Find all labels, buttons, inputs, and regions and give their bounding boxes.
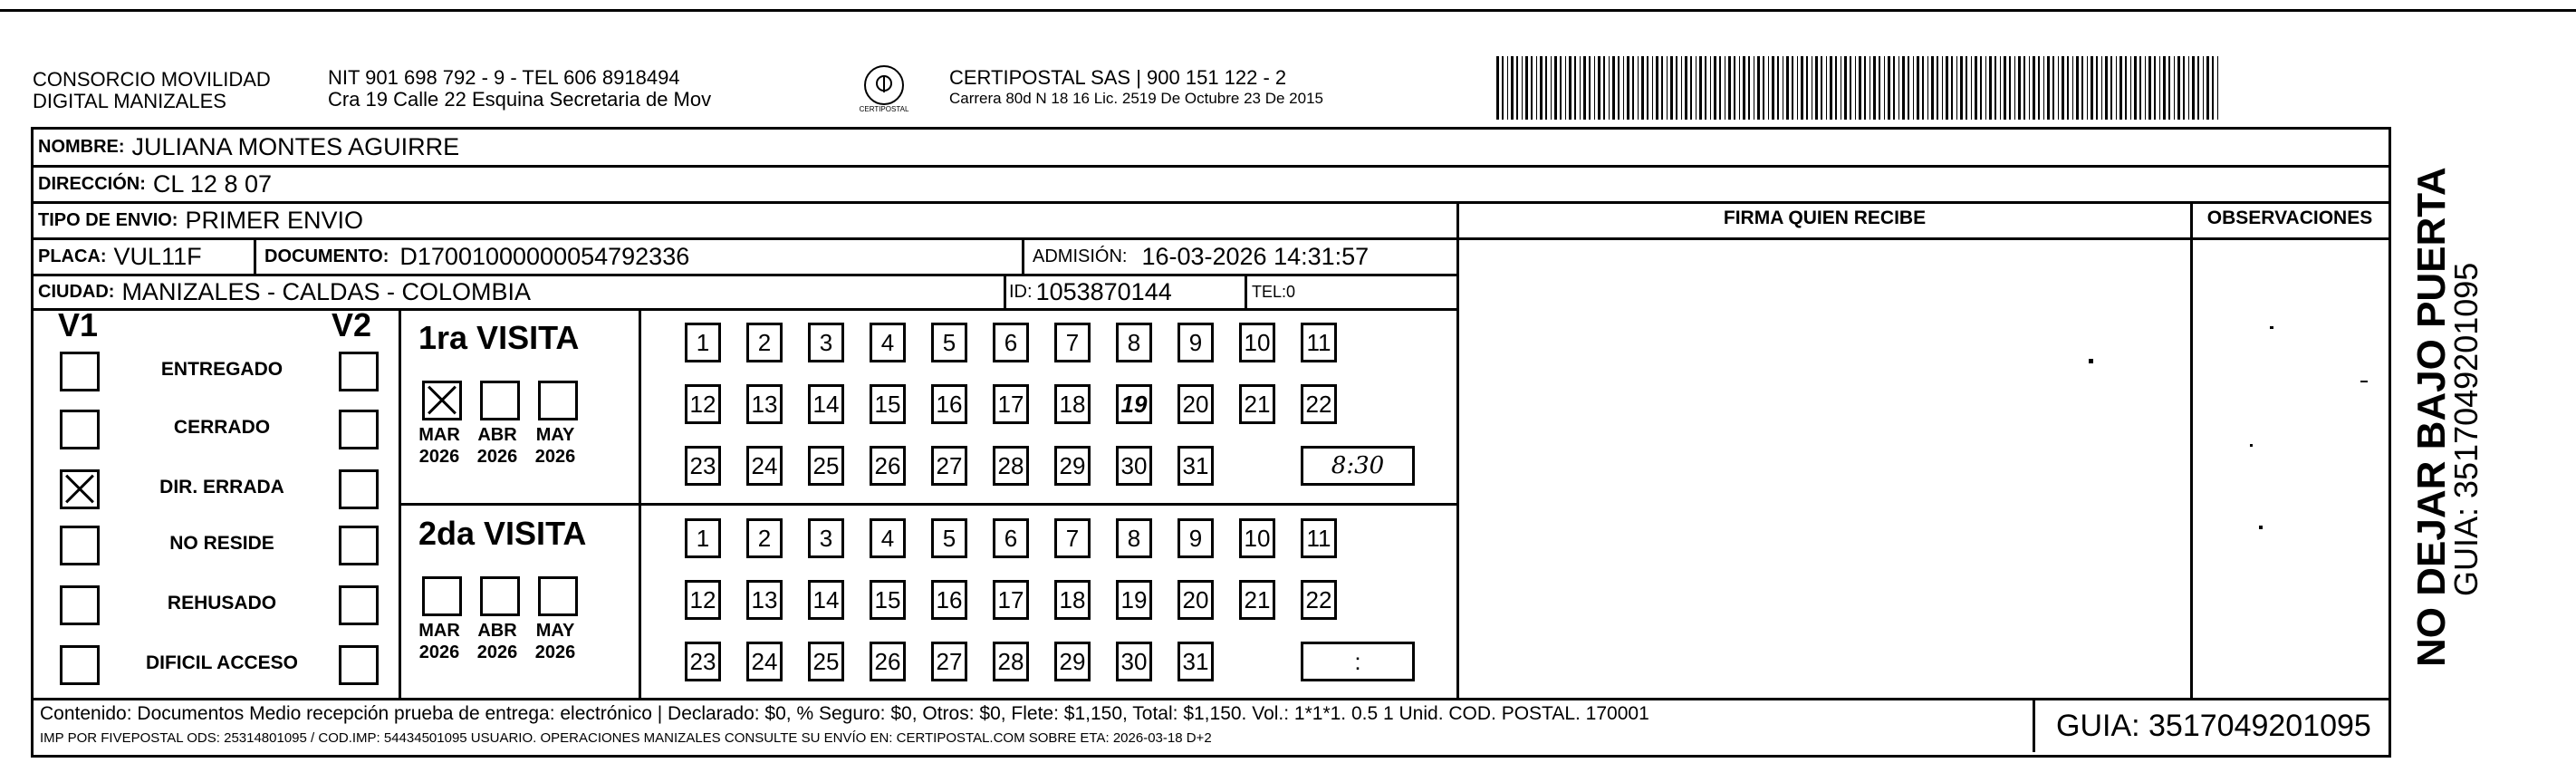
day-box[interactable]: 17 <box>993 384 1029 424</box>
day-box[interactable]: 31 <box>1177 446 1214 486</box>
day-box[interactable]: 12 <box>685 580 721 620</box>
day-box[interactable]: 1 <box>685 323 721 362</box>
rule-id-tel <box>1245 274 1247 308</box>
placa-value: VUL11F <box>113 242 202 270</box>
status-v2-checkbox[interactable] <box>339 352 379 391</box>
month-name: MAR <box>418 425 460 445</box>
day-box[interactable]: 2 <box>746 518 783 558</box>
courier-name: CERTIPOSTAL SAS | 900 151 122 - 2 <box>949 66 1287 89</box>
admision-label: ADMISIÓN: <box>1033 246 1128 266</box>
month-year: 2026 <box>534 447 576 467</box>
status-label: ENTREGADO <box>160 359 284 380</box>
day-box[interactable]: 16 <box>931 384 967 424</box>
day-box[interactable]: 16 <box>931 580 967 620</box>
rule-obs-left <box>2190 201 2193 698</box>
company-name <box>33 69 271 112</box>
month-checkbox[interactable] <box>422 381 462 420</box>
day-box[interactable]: 18 <box>1054 580 1091 620</box>
status-v1-checkbox[interactable] <box>60 352 100 391</box>
footer-imp-line: IMP POR FIVEPOSTAL ODS: 25314801095 / COD.IMP: 54434501095 USUARIO. OPERACIONES MANIZALES CONSULTE SU ENVÍO EN: CERTIPOSTAL.COM SOBRE ETA: 2026-03-18 D+2 <box>40 730 1212 746</box>
obs-mark-4 <box>2259 526 2263 529</box>
address-line: Cra 19 Calle 22 Esquina Secretaria de Mov <box>328 88 712 111</box>
visit-title: 1ra VISITA <box>418 319 580 356</box>
month-name: ABR <box>477 621 517 641</box>
month-year: 2026 <box>418 642 460 662</box>
day-box[interactable]: 5 <box>931 518 967 558</box>
day-box[interactable]: 7 <box>1054 518 1091 558</box>
v2-header: V2 <box>332 306 372 343</box>
month-checkbox[interactable] <box>538 381 578 420</box>
documento-label: DOCUMENTO: <box>264 246 389 266</box>
day-box[interactable]: 9 <box>1177 323 1214 362</box>
month-label <box>417 620 462 663</box>
day-box[interactable]: 6 <box>993 518 1029 558</box>
month-name: MAY <box>535 425 575 445</box>
month-name: MAY <box>535 621 575 641</box>
day-box[interactable]: 20 <box>1177 384 1214 424</box>
day-box[interactable]: 1 <box>685 518 721 558</box>
day-box[interactable]: 29 <box>1054 642 1091 681</box>
status-v2-checkbox[interactable] <box>339 469 379 509</box>
month-checkbox[interactable] <box>538 576 578 616</box>
tipo-value: PRIMER ENVIO <box>185 206 363 234</box>
day-box[interactable]: 17 <box>993 580 1029 620</box>
day-box[interactable]: 11 <box>1301 323 1337 362</box>
tel-label: TEL: <box>1252 282 1287 301</box>
day-box[interactable]: 11 <box>1301 518 1337 558</box>
day-box[interactable]: 13 <box>746 384 783 424</box>
id-cell <box>1009 275 1172 309</box>
day-box[interactable]: 27 <box>931 642 967 681</box>
certipostal-logo <box>859 65 909 113</box>
rule-month-right <box>639 308 641 698</box>
month-label <box>533 424 578 468</box>
day-box[interactable]: 15 <box>870 580 906 620</box>
barcode <box>1496 56 2219 120</box>
day-box[interactable]: 26 <box>870 446 906 486</box>
month-name: MAR <box>418 621 460 641</box>
ciudad-cell <box>38 275 531 309</box>
documento-value: D17001000000054792336 <box>399 242 690 270</box>
direccion-label: DIRECCIÓN: <box>38 173 146 194</box>
status-v1-checkbox[interactable] <box>60 645 100 685</box>
visit-title: 2da VISITA <box>418 515 587 552</box>
day-box[interactable]: 22 <box>1301 384 1337 424</box>
observaciones-header: OBSERVACIONES <box>2206 208 2373 228</box>
top-cut-line <box>0 0 2576 12</box>
obs-mark-1 <box>2270 326 2273 329</box>
day-box[interactable]: 10 <box>1239 518 1275 558</box>
rule-nombre <box>31 165 2389 168</box>
rule-visit-split <box>399 503 1456 506</box>
time-box[interactable]: : <box>1301 642 1415 681</box>
day-box[interactable]: 24 <box>746 642 783 681</box>
day-box[interactable]: 24 <box>746 446 783 486</box>
ciudad-label: CIUDAD: <box>38 281 115 302</box>
day-box[interactable]: 27 <box>931 446 967 486</box>
day-box[interactable]: 4 <box>870 518 906 558</box>
nombre-value: JULIANA MONTES AGUIRRE <box>131 132 460 160</box>
month-year: 2026 <box>534 642 576 662</box>
footer-guia: GUIA: 3517049201095 <box>2056 709 2371 743</box>
day-box[interactable]: 25 <box>808 642 844 681</box>
logo-icon <box>864 65 904 105</box>
day-box[interactable]: 26 <box>870 642 906 681</box>
day-box[interactable]: 19 <box>1116 384 1152 424</box>
courier-license: Carrera 80d N 18 16 Lic. 2519 De Octubre 23 De 2015 <box>949 90 1323 107</box>
nombre-label: NOMBRE: <box>38 136 125 157</box>
company-contact <box>328 67 711 111</box>
day-box[interactable]: 28 <box>993 446 1029 486</box>
day-box[interactable]: 6 <box>993 323 1029 362</box>
day-box[interactable]: 29 <box>1054 446 1091 486</box>
tel-value: 0 <box>1286 282 1296 301</box>
status-label: NO RESIDE <box>169 533 274 554</box>
placa-label: PLACA: <box>38 246 107 266</box>
day-box[interactable]: 31 <box>1177 642 1214 681</box>
day-box[interactable]: 19 <box>1116 580 1152 620</box>
day-box[interactable]: 12 <box>685 384 721 424</box>
day-box[interactable]: 5 <box>931 323 967 362</box>
id-value: 1053870144 <box>1035 277 1172 305</box>
status-v2-checkbox[interactable] <box>339 585 379 625</box>
side-guia: GUIA: 3517049201095 <box>2447 262 2485 596</box>
firma-header: FIRMA QUIEN RECIBE <box>1723 208 1927 228</box>
day-box[interactable]: 8 <box>1116 518 1152 558</box>
day-box[interactable]: 9 <box>1177 518 1214 558</box>
rule-firma-left <box>1456 201 1459 698</box>
status-v1-checkbox[interactable] <box>60 585 100 625</box>
month-label <box>475 424 520 468</box>
obs-mark-3 <box>2250 444 2253 447</box>
rule-footer-guia <box>2033 698 2035 752</box>
month-name: ABR <box>477 425 517 445</box>
admision-value: 16-03-2026 14:31:57 <box>1141 242 1370 270</box>
footer-contenido: Contenido: Documentos Medio recepción prueba de entrega: electrónico | Declarado: $0, % Seguro: $0, Otros: $0, Flete: $1,150, Total: $1,150. Vol.: 1*1*1. 0.5 1 Unid. COD. POSTAL. 170001 <box>40 703 1649 724</box>
month-year: 2026 <box>418 447 460 467</box>
status-v2-checkbox[interactable] <box>339 645 379 685</box>
day-box[interactable]: 21 <box>1239 384 1275 424</box>
month-year: 2026 <box>476 642 518 662</box>
day-box[interactable]: 30 <box>1116 446 1152 486</box>
nombre-row <box>38 129 459 165</box>
nit-line: NIT 901 698 792 - 9 - TEL 606 8918494 <box>328 66 680 89</box>
direccion-value: CL 12 8 07 <box>152 169 272 198</box>
status-label: DIR. ERRADA <box>159 477 284 497</box>
side-warning: NO DEJAR BAJO PUERTA <box>2409 167 2454 667</box>
month-checkbox[interactable] <box>480 576 520 616</box>
ciudad-value: MANIZALES - CALDAS - COLOMBIA <box>121 277 532 305</box>
day-box[interactable]: 18 <box>1054 384 1091 424</box>
rule-placa-doc <box>254 237 256 274</box>
obs-mark-2 <box>2360 381 2368 382</box>
company-name-line1: CONSORCIO MOVILIDAD <box>33 68 271 91</box>
status-label: DIFICIL ACCESO <box>145 652 298 673</box>
day-box[interactable]: 3 <box>808 518 844 558</box>
day-box[interactable]: 4 <box>870 323 906 362</box>
day-box[interactable]: 10 <box>1239 323 1275 362</box>
status-v2-checkbox[interactable] <box>339 526 379 565</box>
tipo-row <box>38 202 363 238</box>
day-box[interactable]: 15 <box>870 384 906 424</box>
status-v1-checkbox[interactable] <box>60 410 100 449</box>
day-box[interactable]: 23 <box>685 446 721 486</box>
status-label: CERRADO <box>173 417 271 438</box>
time-box[interactable]: 8:30 <box>1301 446 1415 486</box>
id-label: ID: <box>1009 281 1033 302</box>
status-v1-checkbox[interactable] <box>60 469 100 509</box>
day-box[interactable]: 30 <box>1116 642 1152 681</box>
rule-status-right <box>399 308 401 698</box>
rule-ciudad-id <box>1004 274 1006 308</box>
status-v1-checkbox[interactable] <box>60 526 100 565</box>
tel-cell <box>1252 275 1295 309</box>
month-checkbox[interactable] <box>422 576 462 616</box>
v1-header: V1 <box>58 306 99 343</box>
placa-cell <box>38 238 202 275</box>
status-label: REHUSADO <box>167 593 277 613</box>
tipo-label: TIPO DE ENVIO: <box>38 209 178 230</box>
firma-mark <box>2089 359 2093 363</box>
courier-info <box>949 67 1323 109</box>
day-box[interactable]: 28 <box>993 642 1029 681</box>
rule-doc-admision <box>1022 237 1024 274</box>
day-box[interactable]: 2 <box>746 323 783 362</box>
direccion-row <box>38 166 272 202</box>
day-box[interactable]: 21 <box>1239 580 1275 620</box>
day-box[interactable]: 25 <box>808 446 844 486</box>
logo-text: CERTIPOSTAL <box>859 105 909 113</box>
day-box[interactable]: 8 <box>1116 323 1152 362</box>
day-box[interactable]: 14 <box>808 384 844 424</box>
day-box[interactable]: 23 <box>685 642 721 681</box>
day-box[interactable]: 14 <box>808 580 844 620</box>
month-label <box>417 424 462 468</box>
day-box[interactable]: 20 <box>1177 580 1214 620</box>
day-box[interactable]: 13 <box>746 580 783 620</box>
day-box[interactable]: 22 <box>1301 580 1337 620</box>
month-year: 2026 <box>476 447 518 467</box>
month-label <box>533 620 578 663</box>
rule-direccion <box>31 201 2389 204</box>
day-box[interactable]: 7 <box>1054 323 1091 362</box>
month-label <box>475 620 520 663</box>
month-checkbox[interactable] <box>480 381 520 420</box>
day-box[interactable]: 3 <box>808 323 844 362</box>
documento-cell <box>264 238 689 275</box>
status-v2-checkbox[interactable] <box>339 410 379 449</box>
admision-cell <box>1033 238 1369 275</box>
company-name-line2: DIGITAL MANIZALES <box>33 90 226 112</box>
